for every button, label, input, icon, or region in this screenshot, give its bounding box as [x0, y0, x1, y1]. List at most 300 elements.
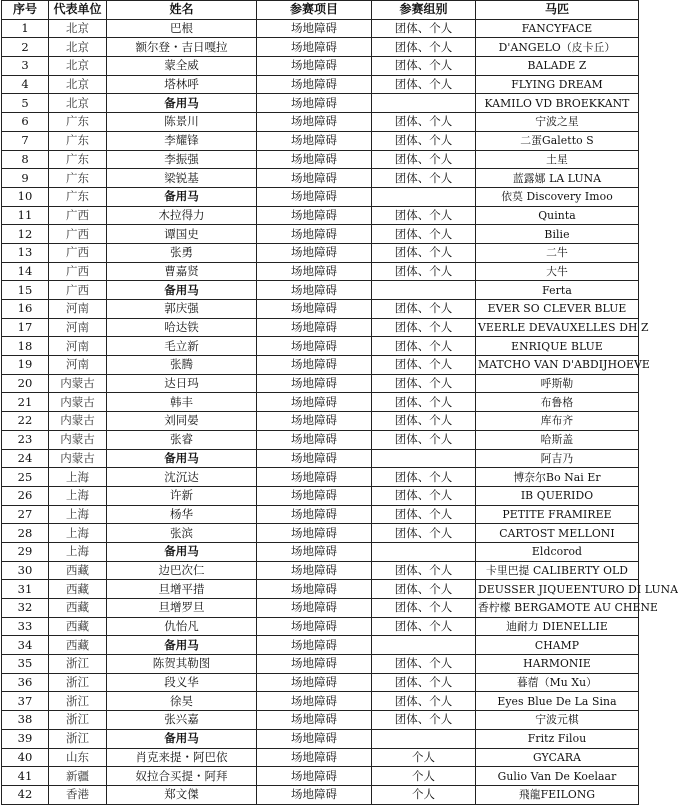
cell-group: 个人: [372, 767, 476, 786]
table-row: [2, 748, 639, 767]
cell-horse: GYCARA: [476, 748, 639, 767]
cell-event: 场地障碍: [257, 673, 372, 692]
cell-group: 团体、个人: [372, 561, 476, 580]
cell-name: 旦增平措: [107, 580, 257, 599]
table-row: [2, 412, 639, 431]
cell-horse: Ferta: [476, 281, 639, 300]
table-row: [2, 599, 639, 618]
cell-event: 场地障碍: [257, 187, 372, 206]
table-row: [2, 57, 639, 76]
cell-group: 团体、个人: [372, 131, 476, 150]
cell-no: 15: [2, 281, 49, 300]
cell-horse: Fritz Filou: [476, 729, 639, 748]
cell-name: 木拉得力: [107, 206, 257, 225]
cell-name: 韩丰: [107, 393, 257, 412]
cell-event: 场地障碍: [257, 169, 372, 188]
cell-no: 40: [2, 748, 49, 767]
cell-no: 21: [2, 393, 49, 412]
cell-horse: 二蛋Galetto S: [476, 131, 639, 150]
cell-unit: 西藏: [49, 580, 107, 599]
cell-horse: 博奈尔Bo Nai Er: [476, 468, 639, 487]
cell-no: 9: [2, 169, 49, 188]
header-horse: 马匹: [476, 1, 639, 20]
cell-unit: 浙江: [49, 692, 107, 711]
cell-unit: 河南: [49, 356, 107, 375]
cell-group: 团体、个人: [372, 711, 476, 730]
cell-name: 备用马: [107, 542, 257, 561]
cell-horse: CARTOST MELLONI: [476, 524, 639, 543]
cell-no: 29: [2, 542, 49, 561]
cell-event: 场地障碍: [257, 356, 372, 375]
cell-no: 41: [2, 767, 49, 786]
cell-event: 场地障碍: [257, 38, 372, 57]
table-row: [2, 262, 639, 281]
table-row: [2, 561, 639, 580]
cell-no: 33: [2, 617, 49, 636]
cell-name: 备用马: [107, 636, 257, 655]
cell-unit: 河南: [49, 337, 107, 356]
cell-horse: 二牛: [476, 243, 639, 262]
cell-no: 42: [2, 785, 49, 804]
table-row: [2, 150, 639, 169]
cell-group: 团体、个人: [372, 206, 476, 225]
cell-name: 梁锐基: [107, 169, 257, 188]
cell-name: 备用马: [107, 729, 257, 748]
table-row: [2, 505, 639, 524]
cell-group: 团体、个人: [372, 19, 476, 38]
table-row: [2, 430, 639, 449]
cell-horse: Quinta: [476, 206, 639, 225]
cell-group: 团体、个人: [372, 243, 476, 262]
cell-horse: D'ANGELO（皮卡丘）: [476, 38, 639, 57]
cell-event: 场地障碍: [257, 785, 372, 804]
cell-no: 39: [2, 729, 49, 748]
table-row: [2, 524, 639, 543]
cell-group: 团体、个人: [372, 393, 476, 412]
cell-name: 巴根: [107, 19, 257, 38]
cell-horse: Eldcorod: [476, 542, 639, 561]
cell-group: 团体、个人: [372, 337, 476, 356]
cell-name: 张勇: [107, 243, 257, 262]
cell-name: 许新: [107, 486, 257, 505]
cell-unit: 北京: [49, 57, 107, 76]
cell-unit: 上海: [49, 505, 107, 524]
cell-group: 团体、个人: [372, 673, 476, 692]
table-row: [2, 729, 639, 748]
table-row: [2, 393, 639, 412]
table-row: [2, 206, 639, 225]
table-row: [2, 243, 639, 262]
cell-group: [372, 636, 476, 655]
table-body: [2, 19, 678, 804]
cell-horse: 蓝露娜 LA LUNA: [476, 169, 639, 188]
cell-name: 陈贺其勒图: [107, 655, 257, 674]
cell-no: 35: [2, 655, 49, 674]
cell-unit: 北京: [49, 94, 107, 113]
cell-name: 塔林呼: [107, 75, 257, 94]
table-row: [2, 486, 639, 505]
cell-unit: 西藏: [49, 617, 107, 636]
cell-no: 20: [2, 374, 49, 393]
table-row: [2, 542, 639, 561]
table-row: [2, 785, 639, 804]
cell-event: 场地障碍: [257, 206, 372, 225]
cell-group: 团体、个人: [372, 57, 476, 76]
cell-group: 团体、个人: [372, 580, 476, 599]
cell-no: 19: [2, 356, 49, 375]
cell-group: 团体、个人: [372, 430, 476, 449]
cell-event: 场地障碍: [257, 486, 372, 505]
cell-horse: Gulio Van De Koelaar: [476, 767, 639, 786]
cell-name: 蒙全威: [107, 57, 257, 76]
table-row: [2, 38, 639, 57]
cell-event: 场地障碍: [257, 636, 372, 655]
cell-name: 张滨: [107, 524, 257, 543]
cell-horse: 宁波元棋: [476, 711, 639, 730]
cell-no: 23: [2, 430, 49, 449]
cell-unit: 广东: [49, 169, 107, 188]
cell-event: 场地障碍: [257, 580, 372, 599]
cell-horse: VEERLE DEVAUXELLES DH Z: [476, 318, 639, 337]
cell-group: 团体、个人: [372, 150, 476, 169]
cell-unit: 内蒙古: [49, 449, 107, 468]
cell-group: 团体、个人: [372, 617, 476, 636]
cell-event: 场地障碍: [257, 767, 372, 786]
cell-name: 郑文傑: [107, 785, 257, 804]
cell-unit: 浙江: [49, 729, 107, 748]
roster-table: [1, 0, 678, 805]
cell-event: 场地障碍: [257, 281, 372, 300]
cell-unit: 西藏: [49, 599, 107, 618]
cell-group: 团体、个人: [372, 374, 476, 393]
cell-name: 李耀锋: [107, 131, 257, 150]
cell-event: 场地障碍: [257, 318, 372, 337]
cell-unit: 香港: [49, 785, 107, 804]
cell-event: 场地障碍: [257, 711, 372, 730]
cell-name: 沈沉达: [107, 468, 257, 487]
cell-event: 场地障碍: [257, 542, 372, 561]
cell-horse: 阿吉乃: [476, 449, 639, 468]
cell-unit: 新疆: [49, 767, 107, 786]
cell-event: 场地障碍: [257, 337, 372, 356]
cell-group: 团体、个人: [372, 692, 476, 711]
cell-no: 18: [2, 337, 49, 356]
table-row: [2, 94, 639, 113]
cell-group: 团体、个人: [372, 486, 476, 505]
cell-name: 段义华: [107, 673, 257, 692]
cell-no: 1: [2, 19, 49, 38]
cell-group: 团体、个人: [372, 599, 476, 618]
cell-no: 12: [2, 225, 49, 244]
cell-event: 场地障碍: [257, 300, 372, 319]
header-name: 姓名: [107, 1, 257, 20]
cell-unit: 广西: [49, 281, 107, 300]
table-row: [2, 187, 639, 206]
cell-name: 旦增罗旦: [107, 599, 257, 618]
cell-group: [372, 94, 476, 113]
header-row: [2, 1, 639, 20]
cell-unit: 广东: [49, 131, 107, 150]
cell-name: 曹嘉贤: [107, 262, 257, 281]
cell-event: 场地障碍: [257, 262, 372, 281]
cell-unit: 河南: [49, 300, 107, 319]
header-unit: 代表单位: [49, 1, 107, 20]
cell-name: 郭庆强: [107, 300, 257, 319]
cell-group: 个人: [372, 748, 476, 767]
cell-no: 38: [2, 711, 49, 730]
cell-event: 场地障碍: [257, 655, 372, 674]
cell-no: 32: [2, 599, 49, 618]
header-event: 参赛项目: [257, 1, 372, 20]
cell-event: 场地障碍: [257, 449, 372, 468]
cell-no: 36: [2, 673, 49, 692]
table-row: [2, 337, 639, 356]
table-row: [2, 374, 639, 393]
cell-no: 3: [2, 57, 49, 76]
cell-group: 团体、个人: [372, 655, 476, 674]
cell-unit: 上海: [49, 524, 107, 543]
cell-event: 场地障碍: [257, 225, 372, 244]
cell-horse: 哈斯盖: [476, 430, 639, 449]
cell-name: 备用马: [107, 449, 257, 468]
table-row: [2, 169, 639, 188]
cell-unit: 北京: [49, 38, 107, 57]
cell-no: 4: [2, 75, 49, 94]
cell-no: 27: [2, 505, 49, 524]
cell-name: 备用马: [107, 281, 257, 300]
cell-unit: 广东: [49, 187, 107, 206]
cell-name: 备用马: [107, 187, 257, 206]
table-row: [2, 225, 639, 244]
cell-group: 团体、个人: [372, 318, 476, 337]
cell-no: 8: [2, 150, 49, 169]
cell-event: 场地障碍: [257, 243, 372, 262]
cell-horse: IB QUERIDO: [476, 486, 639, 505]
cell-unit: 西藏: [49, 636, 107, 655]
cell-name: 谭国史: [107, 225, 257, 244]
table-row: [2, 19, 639, 38]
cell-event: 场地障碍: [257, 599, 372, 618]
cell-name: 刘同晏: [107, 412, 257, 431]
cell-name: 肖克来提・阿巴依: [107, 748, 257, 767]
cell-event: 场地障碍: [257, 94, 372, 113]
table-row: [2, 767, 639, 786]
cell-group: 团体、个人: [372, 75, 476, 94]
cell-horse: 呼斯勒: [476, 374, 639, 393]
table-row: [2, 673, 639, 692]
cell-no: 34: [2, 636, 49, 655]
table-row: [2, 692, 639, 711]
table-row: [2, 131, 639, 150]
cell-name: 边巴次仁: [107, 561, 257, 580]
cell-group: [372, 187, 476, 206]
cell-horse: HARMONIE: [476, 655, 639, 674]
cell-unit: 广西: [49, 243, 107, 262]
cell-no: 17: [2, 318, 49, 337]
cell-horse: Eyes Blue De La Sina: [476, 692, 639, 711]
cell-event: 场地障碍: [257, 430, 372, 449]
cell-horse: Bilie: [476, 225, 639, 244]
cell-unit: 上海: [49, 468, 107, 487]
table-row: [2, 617, 639, 636]
cell-unit: 山东: [49, 748, 107, 767]
cell-name: 陈景川: [107, 113, 257, 132]
cell-group: 团体、个人: [372, 468, 476, 487]
cell-event: 场地障碍: [257, 374, 372, 393]
cell-group: [372, 729, 476, 748]
cell-group: 团体、个人: [372, 412, 476, 431]
cell-horse: 香柠檬 BERGAMOTE AU CHENE: [476, 599, 639, 618]
cell-unit: 广东: [49, 150, 107, 169]
cell-group: [372, 542, 476, 561]
cell-group: 团体、个人: [372, 524, 476, 543]
cell-name: 杨华: [107, 505, 257, 524]
cell-horse: DEUSSER JIQUEENTURO DI LUNA: [476, 580, 639, 599]
table-row: [2, 75, 639, 94]
cell-no: 22: [2, 412, 49, 431]
cell-no: 2: [2, 38, 49, 57]
cell-no: 16: [2, 300, 49, 319]
cell-unit: 浙江: [49, 655, 107, 674]
cell-horse: 迪耐力 DIENELLIE: [476, 617, 639, 636]
cell-unit: 河南: [49, 318, 107, 337]
cell-horse: PETITE FRAMIREE: [476, 505, 639, 524]
cell-group: 团体、个人: [372, 300, 476, 319]
cell-unit: 西藏: [49, 561, 107, 580]
cell-unit: 内蒙古: [49, 430, 107, 449]
cell-no: 24: [2, 449, 49, 468]
cell-horse: FANCYFACE: [476, 19, 639, 38]
cell-event: 场地障碍: [257, 113, 372, 132]
cell-no: 13: [2, 243, 49, 262]
cell-event: 场地障碍: [257, 412, 372, 431]
cell-no: 11: [2, 206, 49, 225]
cell-event: 场地障碍: [257, 692, 372, 711]
cell-unit: 浙江: [49, 711, 107, 730]
cell-horse: KAMILO VD BROEKKANT: [476, 94, 639, 113]
cell-group: 团体、个人: [372, 505, 476, 524]
table-row: [2, 113, 639, 132]
cell-no: 37: [2, 692, 49, 711]
header-no: 序号: [2, 1, 49, 20]
cell-unit: 上海: [49, 542, 107, 561]
cell-no: 7: [2, 131, 49, 150]
cell-event: 场地障碍: [257, 505, 372, 524]
cell-unit: 内蒙古: [49, 393, 107, 412]
table-row: [2, 711, 639, 730]
cell-name: 张腾: [107, 356, 257, 375]
table-row: [2, 580, 639, 599]
cell-event: 场地障碍: [257, 561, 372, 580]
cell-event: 场地障碍: [257, 75, 372, 94]
cell-event: 场地障碍: [257, 393, 372, 412]
cell-name: 哈达铁: [107, 318, 257, 337]
cell-group: 个人: [372, 785, 476, 804]
cell-event: 场地障碍: [257, 19, 372, 38]
cell-group: [372, 449, 476, 468]
cell-unit: 北京: [49, 75, 107, 94]
cell-unit: 上海: [49, 486, 107, 505]
cell-name: 仇怡凡: [107, 617, 257, 636]
cell-group: 团体、个人: [372, 169, 476, 188]
cell-event: 场地障碍: [257, 617, 372, 636]
cell-name: 李振强: [107, 150, 257, 169]
cell-unit: 内蒙古: [49, 412, 107, 431]
cell-name: 奴拉合买提・阿拜: [107, 767, 257, 786]
cell-group: 团体、个人: [372, 38, 476, 57]
cell-horse: 土星: [476, 150, 639, 169]
cell-name: 毛立新: [107, 337, 257, 356]
cell-name: 徐昊: [107, 692, 257, 711]
header-group: 参赛组别: [372, 1, 476, 20]
cell-horse: FLYING DREAM: [476, 75, 639, 94]
cell-name: 额尔登・吉日嘎拉: [107, 38, 257, 57]
cell-no: 26: [2, 486, 49, 505]
cell-horse: MATCHO VAN D'ABDIJHOEVE: [476, 356, 639, 375]
table-header: [2, 1, 639, 20]
table-row: [2, 356, 639, 375]
cell-no: 30: [2, 561, 49, 580]
cell-event: 场地障碍: [257, 524, 372, 543]
cell-horse: 库布齐: [476, 412, 639, 431]
cell-no: 28: [2, 524, 49, 543]
cell-no: 10: [2, 187, 49, 206]
cell-no: 6: [2, 113, 49, 132]
cell-unit: 浙江: [49, 673, 107, 692]
cell-no: 14: [2, 262, 49, 281]
cell-group: 团体、个人: [372, 262, 476, 281]
table-row: [2, 449, 639, 468]
cell-event: 场地障碍: [257, 57, 372, 76]
cell-group: 团体、个人: [372, 113, 476, 132]
cell-horse: EVER SO CLEVER BLUE: [476, 300, 639, 319]
cell-horse: 布鲁格: [476, 393, 639, 412]
cell-horse: ENRIQUE BLUE: [476, 337, 639, 356]
cell-unit: 广西: [49, 206, 107, 225]
cell-event: 场地障碍: [257, 468, 372, 487]
cell-unit: 广东: [49, 113, 107, 132]
cell-name: 备用马: [107, 94, 257, 113]
cell-unit: 北京: [49, 19, 107, 38]
cell-name: 达日玛: [107, 374, 257, 393]
table-row: [2, 318, 639, 337]
cell-unit: 广西: [49, 262, 107, 281]
cell-unit: 广西: [49, 225, 107, 244]
cell-horse: CHAMP: [476, 636, 639, 655]
cell-group: 团体、个人: [372, 356, 476, 375]
cell-horse: 卡里巴提 CALIBERTY OLD: [476, 561, 639, 580]
cell-horse: 宁波之星: [476, 113, 639, 132]
cell-event: 场地障碍: [257, 131, 372, 150]
cell-horse: 暮蓿（Mu Xu）: [476, 673, 639, 692]
table-row: [2, 468, 639, 487]
cell-group: [372, 281, 476, 300]
cell-unit: 内蒙古: [49, 374, 107, 393]
cell-event: 场地障碍: [257, 150, 372, 169]
cell-horse: BALADE Z: [476, 57, 639, 76]
cell-group: 团体、个人: [372, 225, 476, 244]
table-row: [2, 300, 639, 319]
cell-horse: 依莫 Discovery Imoo: [476, 187, 639, 206]
cell-no: 31: [2, 580, 49, 599]
cell-name: 张兴嘉: [107, 711, 257, 730]
cell-event: 场地障碍: [257, 729, 372, 748]
cell-horse: 大牛: [476, 262, 639, 281]
cell-no: 5: [2, 94, 49, 113]
cell-event: 场地障碍: [257, 748, 372, 767]
cell-no: 25: [2, 468, 49, 487]
table-row: [2, 281, 639, 300]
